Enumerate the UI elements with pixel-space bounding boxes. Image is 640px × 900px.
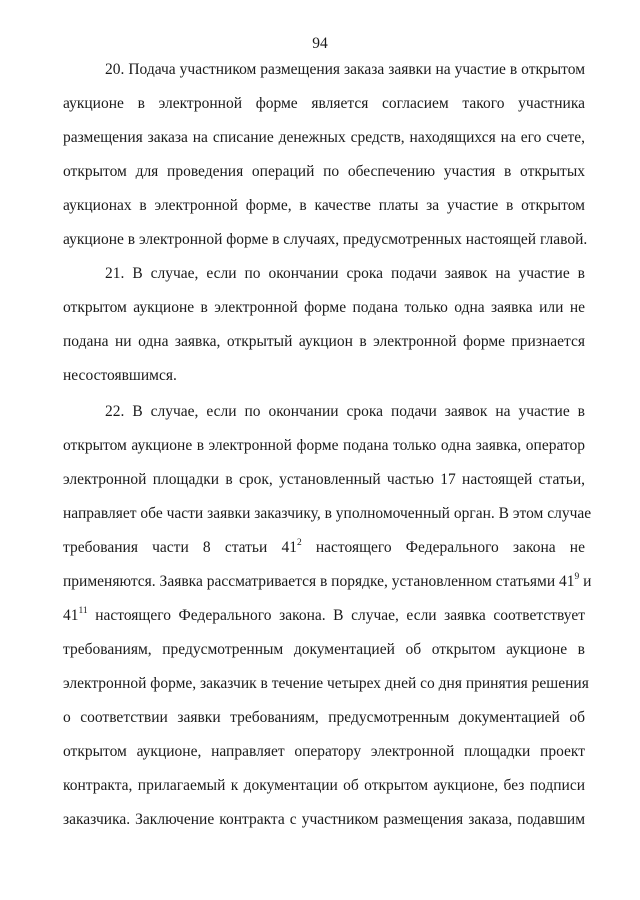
line-text: настоящего Федерального закона не (301, 539, 585, 556)
line-text: настоящего Федерального закона. В случае, если заявка соответствует (87, 607, 585, 624)
paragraph-22-line: открытом аукционе в электронной форме подана только одна заявка, оператор (63, 437, 585, 454)
paragraph-21-line: подана ни одна заявка, открытый аукцион в электронной форме признается (63, 333, 585, 350)
paragraph-21-line: открытом аукционе в электронной форме подана только одна заявка или не (63, 299, 585, 316)
paragraph-22-line: о соответствии заявки требованиям, предусмотренным документацией об (63, 709, 585, 726)
paragraph-21-line: несостоявшимся. (63, 367, 177, 384)
superscript: 9 (574, 571, 580, 582)
paragraph-22-line (63, 571, 592, 592)
line-text: 41 (63, 607, 79, 624)
paragraph-20-line: аукционе в электронной форме в случаях, предусмотренных настоящей главой. (63, 231, 588, 248)
page-number: 94 (312, 35, 328, 52)
paragraph-22-line: открытом аукционе, направляет оператору электронной площадки проект (63, 743, 585, 760)
paragraph-20-line: размещения заказа на списание денежных средств, находящихся на его счете, (63, 129, 585, 146)
paragraph-22-line: заказчика. Заключение контракта с участником размещения заказа, подавшим (63, 811, 585, 828)
paragraph-22-line: требованиям, предусмотренным документацией об открытом аукционе в (63, 641, 585, 658)
paragraph-21-line: 21. В случае, если по окончании срока подачи заявок на участие в (105, 265, 585, 282)
superscript: 11 (78, 605, 88, 616)
line-text: применяются. Заявка рассматривается в порядке, установленном статьями 41 (63, 573, 575, 590)
paragraph-20-line: аукционах в электронной форме, в качестве платы за участие в открытом (63, 197, 585, 214)
paragraph-22-line: контракта, прилагаемый к документации об открытом аукционе, без подписи (63, 777, 585, 794)
paragraph-20-line: 20. Подача участником размещения заказа заявки на участие в открытом (105, 61, 585, 78)
paragraph-20-line: аукционе в электронной форме является согласием такого участника (63, 95, 585, 112)
superscript: 2 (296, 537, 302, 548)
line-text: и (579, 573, 592, 590)
paragraph-22-line: 22. В случае, если по окончании срока подачи заявок на участие в (105, 403, 585, 420)
paragraph-20-line: открытом для проведения операций по обеспечению участия в открытых (63, 163, 585, 180)
paragraph-22-line (63, 606, 585, 626)
paragraph-22-line: направляет обе части заявки заказчику, в уполномоченный орган. В этом случае (63, 505, 592, 522)
line-text: требования части 8 статьи 41 (63, 539, 297, 556)
paragraph-22-line (63, 538, 585, 558)
paragraph-22-line: электронной площадки в срок, установленный частью 17 настоящей статьи, (63, 471, 585, 488)
paragraph-22-line: электронной форме, заказчик в течение четырех дней со дня принятия решения (63, 675, 589, 692)
